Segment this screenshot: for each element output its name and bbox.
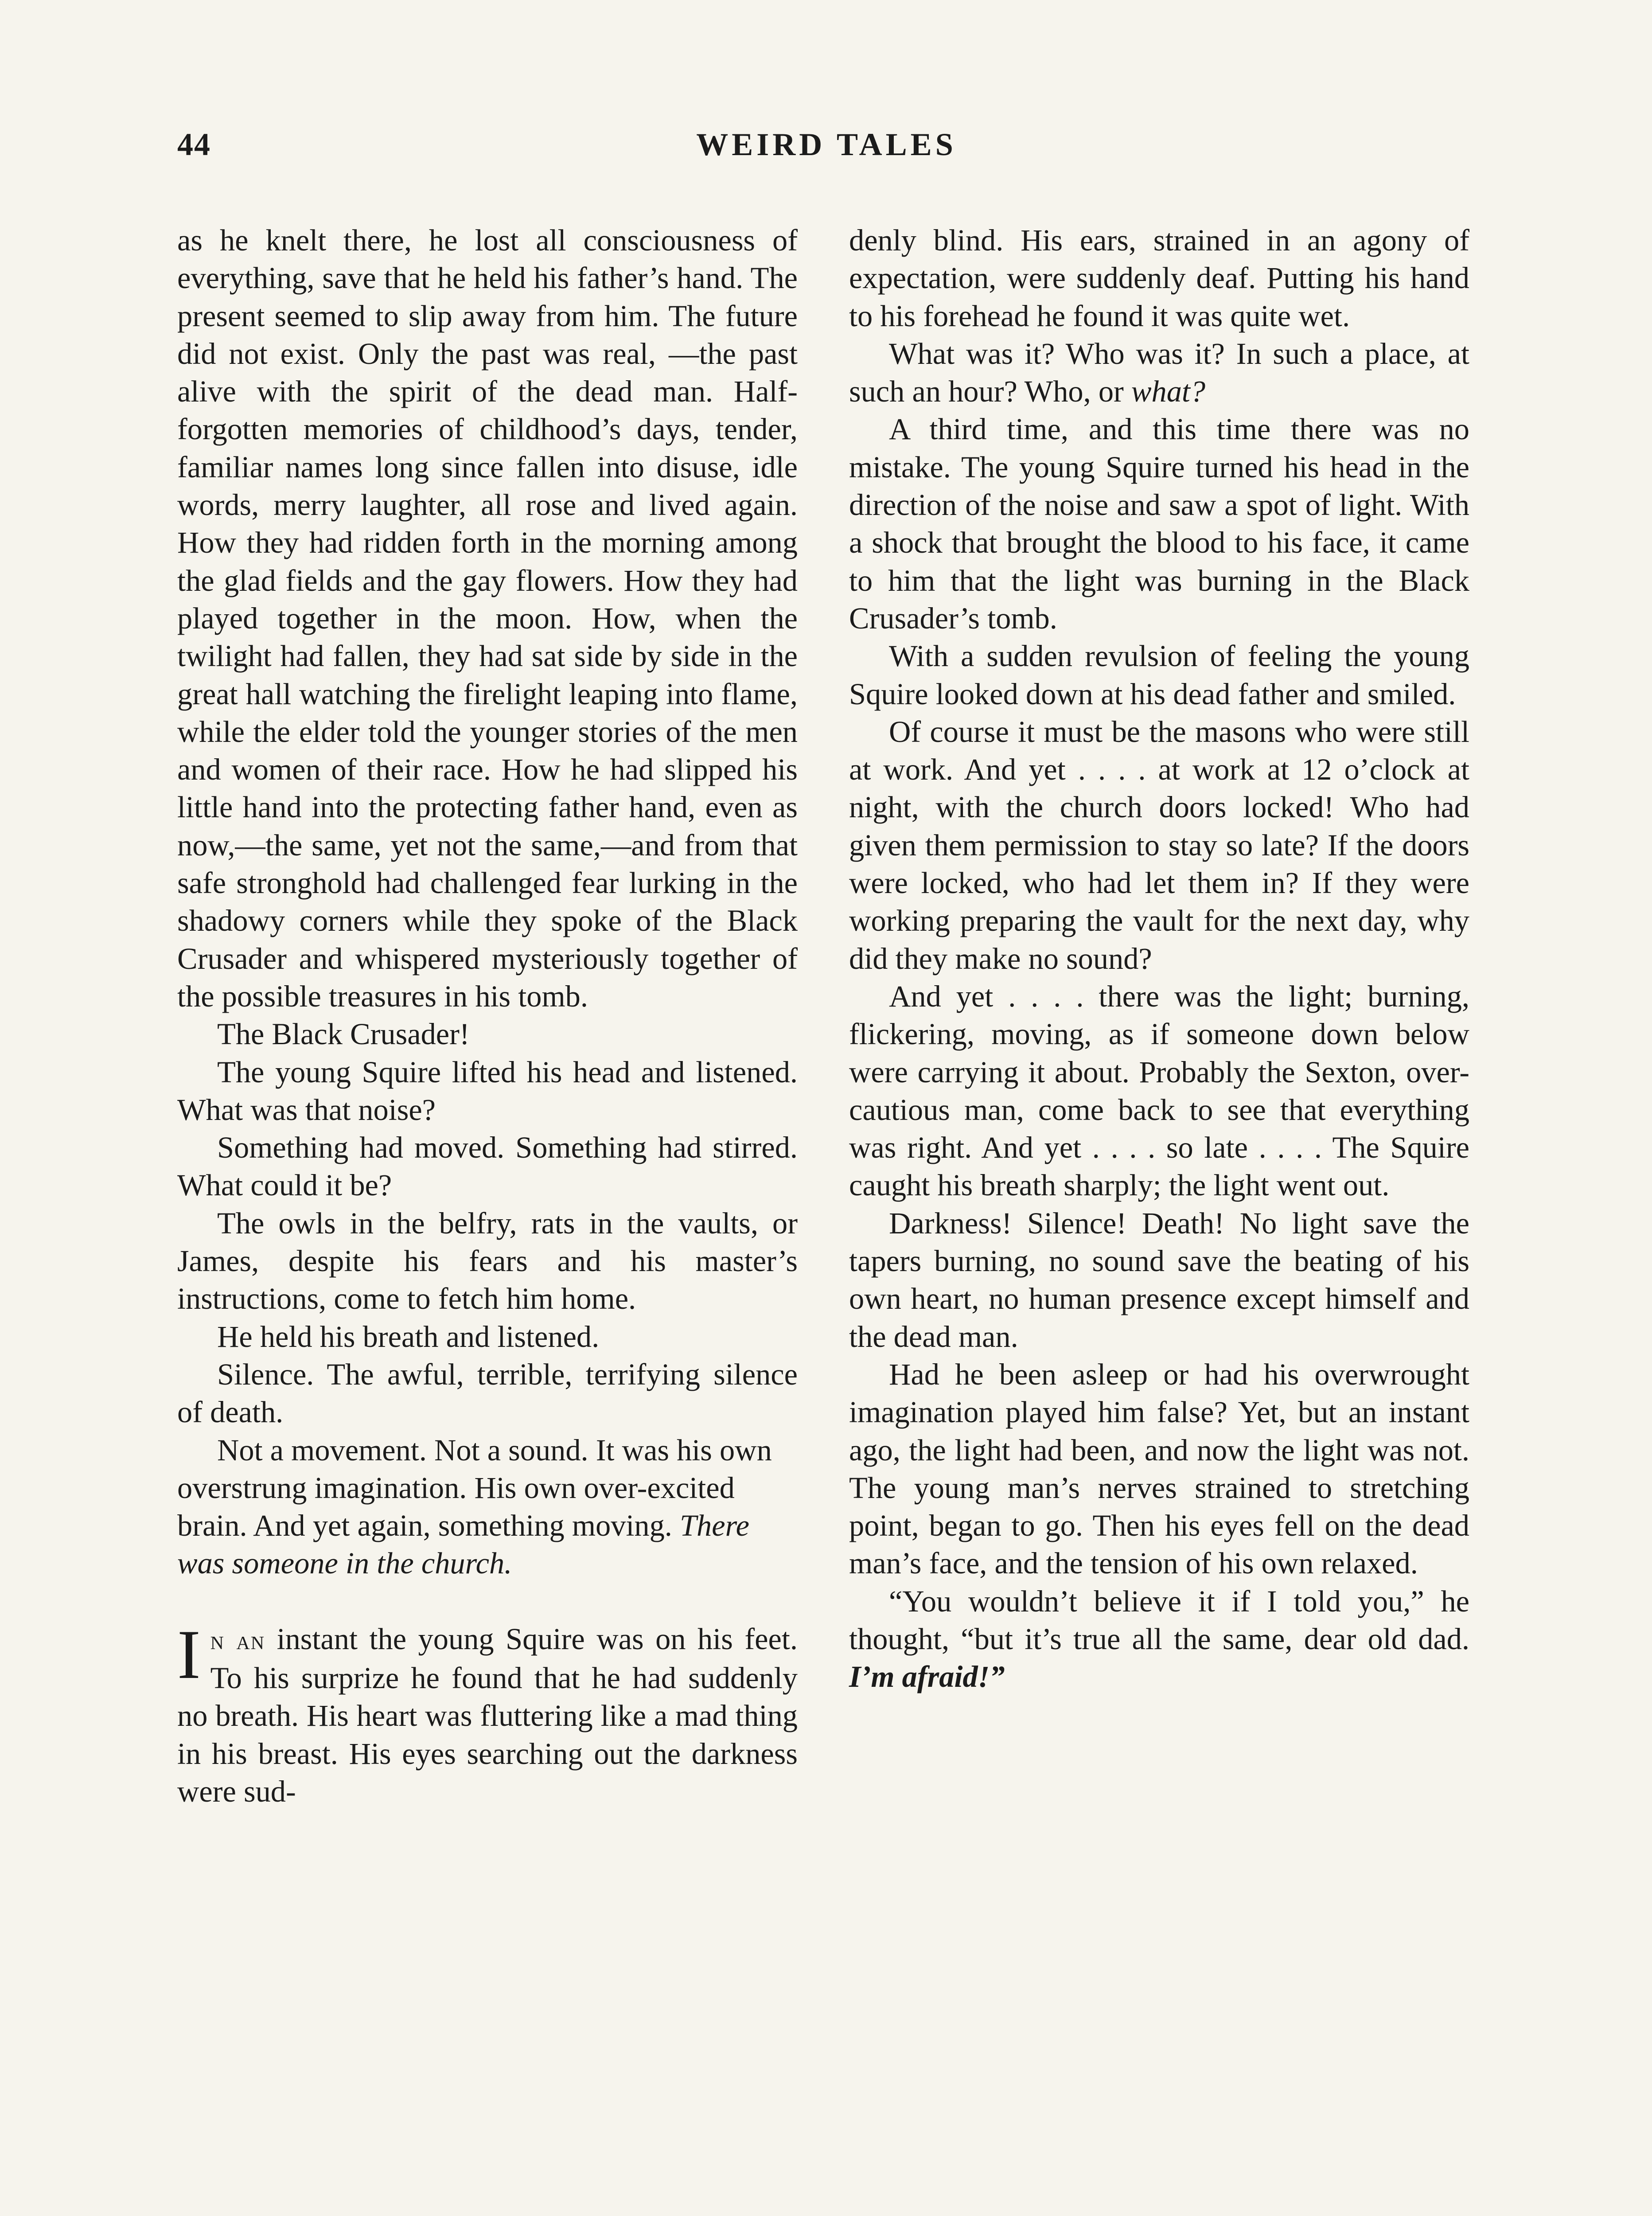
paragraph-text: What was it? Who was it? In such a place, at such an hour? Who, or bbox=[849, 336, 1469, 409]
paragraph: Darkness! Silence! Death! No light save the tapers burning, no sound save the beating of his own heart, no human presence except himself and the dead man. bbox=[849, 1206, 1469, 1354]
paragraph: He held his breath and listened. bbox=[217, 1319, 600, 1354]
drop-cap: I bbox=[177, 1615, 201, 1693]
paragraph: Had he been asleep or had his overwrought imagination played him false? Yet, but an instant ago, the light had been, and now the light was not. The young man’s nerves strained to stretching point, began to go. Then his eyes fell on the dead man’s face, and the tension of his own relaxed. bbox=[849, 1357, 1469, 1580]
dropcap-paragraph bbox=[177, 1615, 798, 1810]
italic-text: what? bbox=[1131, 375, 1206, 409]
right-column bbox=[849, 222, 1469, 1696]
page-number: 44 bbox=[177, 127, 211, 162]
paragraph-text: instant the young Squire was on his feet. To his surprize he found that he had suddenly no breath. His heart was fluttering like a mad thing in his breast. His eyes searching out the darkness were sud- bbox=[177, 1622, 798, 1808]
magazine-title: WEIRD TALES bbox=[696, 127, 957, 162]
paragraph: Silence. The awful, terrible, terrifying silence of death. bbox=[177, 1357, 798, 1429]
paragraph: And yet . . . . there was the light; burning, flickering, moving, as if someone down below were carrying it about. Probably the Sexton, over-cautious man, come back to see that everything was right. And yet . . . . so late . . . . The Squire caught his breath sharply; the light went out. bbox=[849, 979, 1469, 1202]
paragraph-text: “You wouldn’t believe it if I told you,” he thought, “but it’s true all the same, dear old dad. bbox=[849, 1584, 1469, 1656]
running-head bbox=[177, 126, 1476, 175]
paragraph: The owls in the belfry, rats in the vaults, or James, despite his fears and his master’s instructions, come to fetch him home. bbox=[177, 1206, 798, 1316]
paragraph: Of course it must be the masons who were still at work. And yet . . . . at work at 12 o’clock at night, with the church doors locked! Who had given them permission to stay so late? If the doors were locked, who had let them in? If they were working preparing the vault for the next day, why did they make no sound? bbox=[849, 714, 1469, 975]
paragraph bbox=[849, 1583, 1469, 1696]
paragraph bbox=[849, 335, 1469, 411]
paragraph-text: Not a movement. Not a sound. It was his own overstrung imagination. His own over-excited brain. And yet again, something moving. bbox=[177, 1433, 772, 1543]
paragraph bbox=[177, 1432, 798, 1583]
italic-text: There was someone in the church. bbox=[177, 1509, 750, 1580]
paragraph: With a sudden revulsion of feeling the young Squire looked down at his dead father and smiled. bbox=[849, 639, 1469, 711]
small-caps-lead: n an bbox=[210, 1625, 265, 1655]
bold-italic-text: I’m afraid!” bbox=[849, 1660, 1005, 1694]
paragraph: A third time, and this time there was no mistake. The young Squire turned his head in the direction of the noise and saw a spot of light. With a shock that brought the blood to his face, it came to him that the light was burning in the Black Crusader’s tomb. bbox=[849, 412, 1469, 635]
paragraph: Something had moved. Something had stirred. What could it be? bbox=[177, 1131, 798, 1202]
paragraph: denly blind. His ears, strained in an agony of expectation, were suddenly deaf. Putting his hand to his forehead he found it was quite wet. bbox=[849, 223, 1469, 333]
paragraph: The Black Crusader! bbox=[217, 1017, 470, 1051]
left-column bbox=[177, 222, 798, 1810]
paragraph: The young Squire lifted his head and listened. What was that noise? bbox=[177, 1055, 798, 1127]
paragraph: as he knelt there, he lost all consciousness of everything, save that he held his father’s hand. The present seemed to slip away from him. The future did not exist. Only the past was real, —the past alive with the spirit of the dead man. Half-forgotten memories of childhood’s days, tender, familiar names long since fallen into disuse, idle words, merry laughter, all rose and lived again. How they had ridden forth in the morning among the glad fields and the gay flowers. How they had played together in the moon. How, when the twilight had fallen, they had sat side by side in the great hall watching the firelight leaping into flame, while the elder told the younger stories of the men and women of their race. How he had slipped his little hand into the protecting father hand, even as now,—the same, yet not the same,—and from that safe stronghold had challenged fear lurking in the shadowy corners while they spoke of the Black Crusader and whispered mysteriously together of the possible treasures in his tomb. bbox=[177, 223, 798, 1013]
